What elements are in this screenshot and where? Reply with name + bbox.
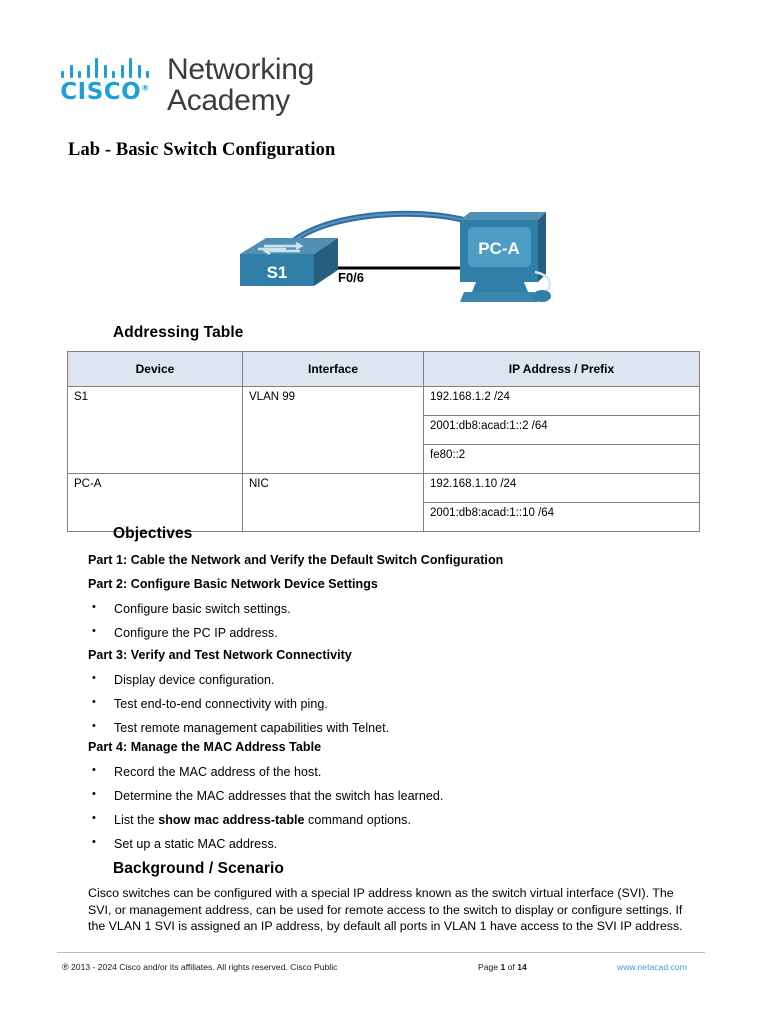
cell-interface: NIC [243, 474, 424, 532]
table-header-row [68, 352, 700, 387]
addressing-table-heading: Addressing Table [113, 324, 244, 341]
footer-copyright-text: 2013 - 2024 Cisco and/or its affiliates. All rights reserved. Cisco Public [68, 962, 338, 972]
objectives-heading: Objectives [113, 525, 193, 542]
page-title: Lab - Basic Switch Configuration [68, 140, 336, 160]
networking-academy-wordmark [167, 55, 314, 116]
cell-ip-address: 192.168.1.2 /24 [424, 387, 700, 416]
list-item: • Test end-to-end connectivity with ping. [92, 697, 328, 711]
cisco-networking-academy-logo [57, 55, 314, 116]
objective-part-3-title: Part 3: Verify and Test Network Connectivity [88, 648, 352, 662]
table-row [68, 387, 700, 416]
cisco-bridge-bars-icon [61, 58, 149, 78]
footer-page-number: Page 1 of 14 [478, 962, 527, 972]
logo-line-networking: Networking [167, 53, 315, 86]
registered-trademark-icon: ® [141, 83, 150, 93]
cell-interface: VLAN 99 [243, 387, 424, 474]
pc-label: PC-A [478, 239, 520, 258]
list-item-text-post: command options. [304, 813, 411, 827]
list-item: • Configure basic switch settings. [92, 602, 291, 616]
list-item: • Record the MAC address of the host. [92, 765, 321, 779]
footer-copyright [62, 962, 337, 972]
cisco-wordmark: CISCO® [60, 79, 150, 105]
network-topology-diagram [228, 196, 558, 308]
cell-device: S1 [68, 387, 243, 474]
logo-line-academy: Academy [167, 83, 290, 117]
column-header-device: Device [68, 352, 243, 387]
switch-label: S1 [266, 263, 288, 282]
column-header-ip-address: IP Address / Prefix [424, 352, 700, 387]
pc-icon [460, 212, 551, 302]
objective-part-4-title: Part 4: Manage the MAC Address Table [88, 740, 322, 754]
cell-ip-address: fe80::2 [424, 445, 700, 474]
column-header-interface: Interface [243, 352, 424, 387]
command-name: show mac address-table [158, 813, 305, 827]
cell-ip-address: 2001:db8:acad:1::2 /64 [424, 416, 700, 445]
background-heading: Background / Scenario [113, 860, 284, 877]
cisco-logo-mark [57, 55, 153, 104]
background-paragraph: Cisco switches can be configured with a special IP address known as the switch virtual interface (SVI). The SVI, or management address, can be used for remote access to the switch to display or configure settings. If the VLAN 1 SVI is assigned an IP address, by default all ports in VLAN 1 have access to the SVI IP address. [88, 886, 683, 934]
cell-ip-address: 192.168.1.10 /24 [424, 474, 700, 503]
interface-label-f06: F0/6 [338, 270, 365, 285]
list-item: • Configure the PC IP address. [92, 626, 278, 640]
list-item: • Set up a static MAC address. [92, 837, 277, 851]
list-item: • Display device configuration. [92, 673, 275, 687]
list-item-text-pre: List the [114, 813, 159, 827]
cell-device: PC-A [68, 474, 243, 532]
objective-part-1-title: Part 1: Cable the Network and Verify the Default Switch Configuration [88, 553, 504, 567]
footer-netacad-link[interactable]: www.netacad.com [617, 962, 687, 972]
addressing-table [67, 351, 700, 532]
list-item: • Determine the MAC addresses that the switch has learned. [92, 789, 443, 803]
footer-divider [57, 952, 705, 953]
cell-ip-address: 2001:db8:acad:1::10 /64 [424, 503, 700, 532]
switch-icon [240, 238, 338, 286]
list-item: • Test remote management capabilities with Telnet. [92, 721, 389, 735]
objective-part-2-title: Part 2: Configure Basic Network Device Settings [88, 577, 378, 591]
copyright-icon: ® [62, 962, 69, 972]
table-row [68, 474, 700, 503]
list-item [92, 813, 411, 827]
